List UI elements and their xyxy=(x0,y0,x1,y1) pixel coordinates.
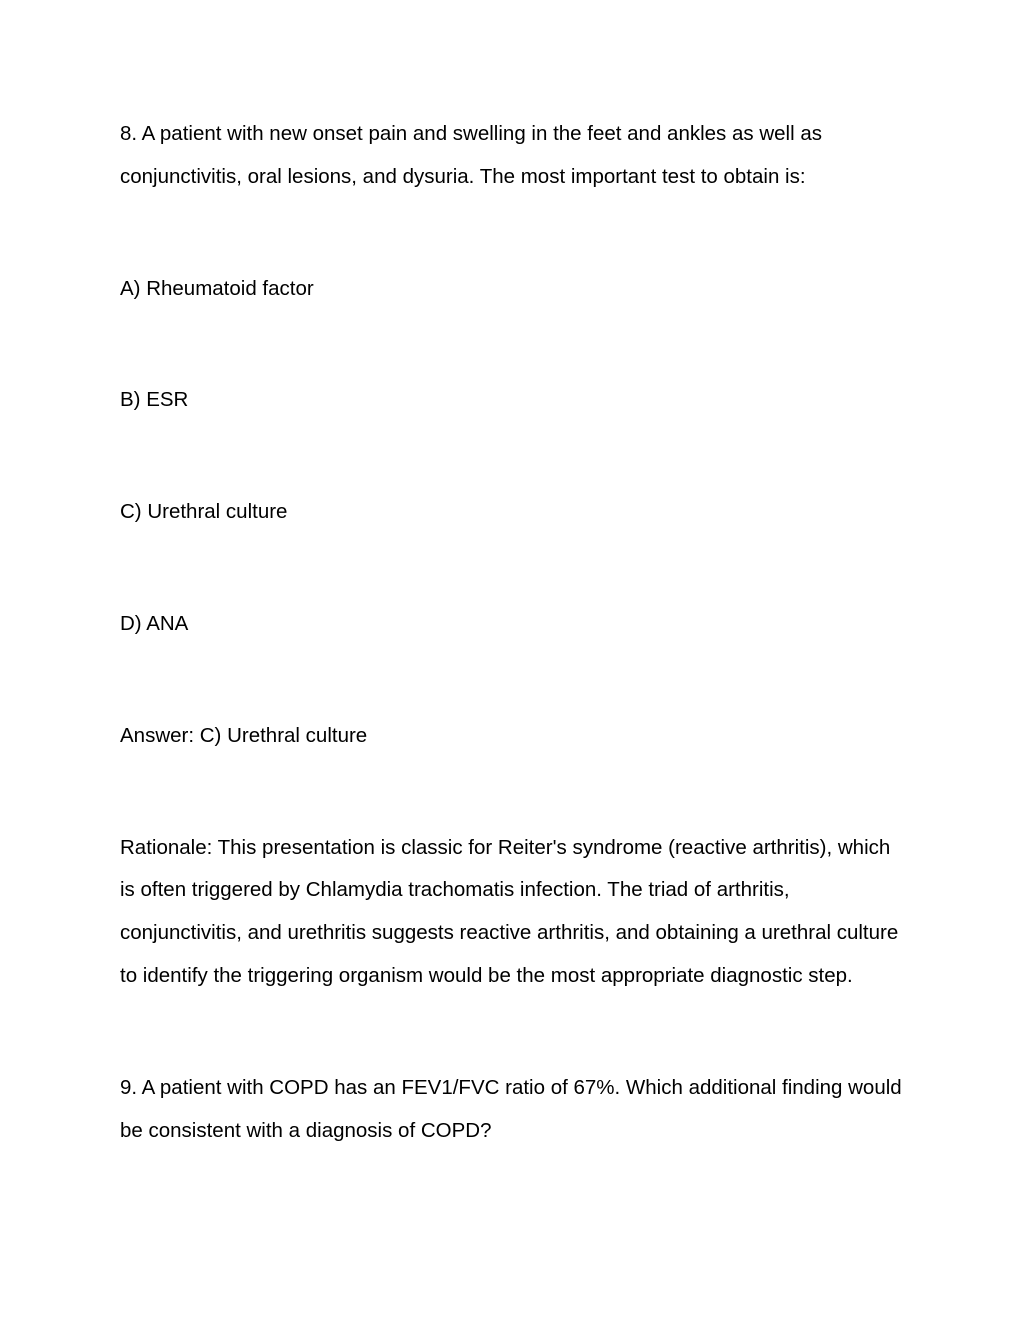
rationale-paragraph: Rationale: This presentation is classic for Reiter's syndrome (reactive arthritis), which is often triggered by Chlamydia trachomatis infection. The triad of arthritis, conjunctivitis, and urethritis suggests reactive arthritis, and obtaining a urethral culture to identify the triggering organism would be the most appropriate diagnostic step. xyxy=(120,835,899,987)
option-b: B) ESR xyxy=(120,388,189,412)
option-d: D) ANA xyxy=(120,611,189,635)
question-8-stem: 8. A patient with new onset pain and swelling in the feet and ankles as well as conjunctivitis, oral lesions, and dysuria. The most important test to obtain is: xyxy=(120,122,823,188)
option-a: A) Rheumatoid factor xyxy=(120,276,314,300)
answer-line: Answer: C) Urethral culture xyxy=(120,723,368,747)
question-9-stem: 9. A patient with COPD has an FEV1/FVC ratio of 67%. Which additional finding would be consistent with a diagnosis of COPD? xyxy=(120,1075,902,1142)
option-c: C) Urethral culture xyxy=(120,500,288,524)
document-page xyxy=(120,113,910,1152)
